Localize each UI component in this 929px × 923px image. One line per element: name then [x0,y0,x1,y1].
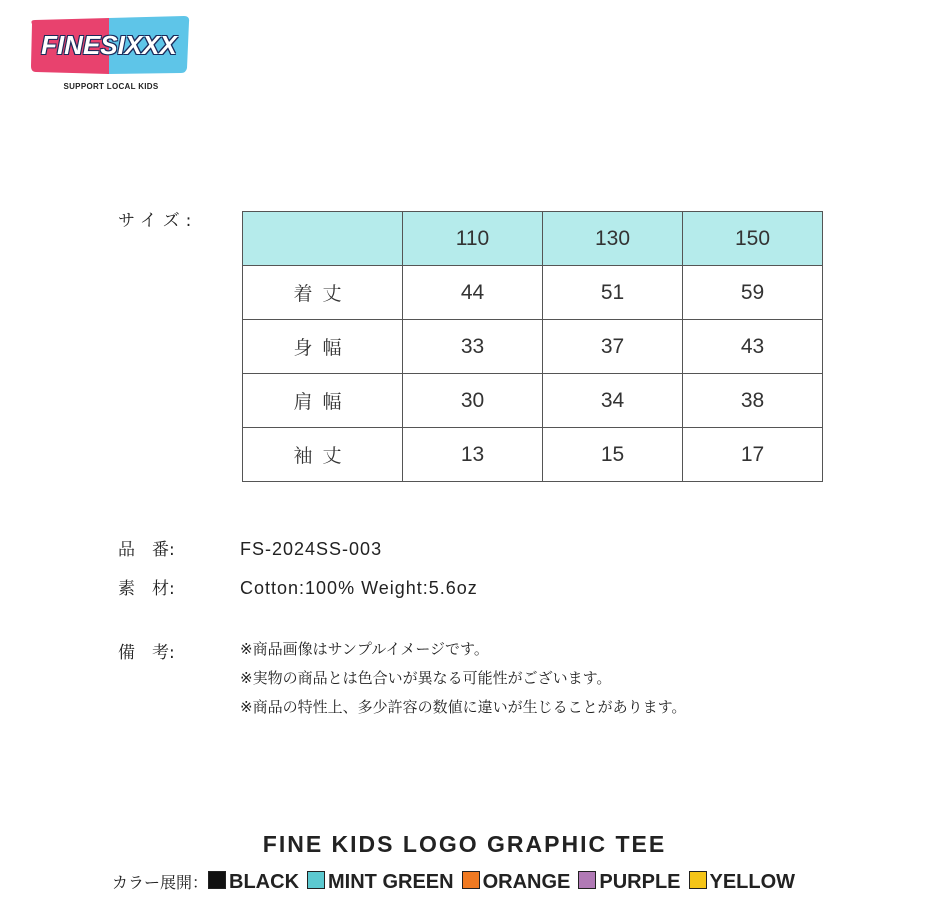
spec-product-no [118,535,382,560]
spec-value: FS-2024SS-003 [240,539,383,559]
color-name: PURPLE [599,871,681,893]
colors-label: カラー展開： [112,873,209,892]
logo-tagline: SUPPORT LOCAL KIDS [63,82,159,91]
logo-text: FINESIXXX [41,30,177,60]
table-cell: 51 [543,266,683,320]
table-cell: 44 [403,266,543,320]
row-label: 袖丈 [243,428,403,482]
table-cell: 38 [683,374,823,428]
color-option [689,871,796,894]
brand-logo [26,16,196,96]
color-swatch [689,871,707,889]
table-row [243,374,823,428]
row-label: 着丈 [243,266,403,320]
color-option [307,871,454,894]
size-table [242,211,823,482]
row-label: 肩幅 [243,374,403,428]
color-name: BLACK [229,871,300,893]
table-row [243,428,823,482]
color-swatch [462,871,480,889]
table-cell: 59 [683,266,823,320]
size-header-corner [243,212,403,266]
color-name: ORANGE [482,871,571,893]
table-cell: 43 [683,320,823,374]
color-swatch [307,871,325,889]
size-header-cell: 110 [403,212,543,266]
note-line: ※商品画像はサンプルイメージです。 [240,640,489,658]
size-header-row [243,212,823,266]
table-cell: 34 [543,374,683,428]
note-line: ※実物の商品とは色合いが異なる可能性がございます。 [240,669,612,687]
spec-label: 品 番: [118,540,175,560]
table-cell: 15 [543,428,683,482]
spec-material [118,574,478,599]
color-swatch [208,871,226,889]
color-swatch [578,871,596,889]
table-cell: 13 [403,428,543,482]
table-cell: 17 [683,428,823,482]
table-row [243,320,823,374]
table-cell: 33 [403,320,543,374]
table-row [243,266,823,320]
color-name: MINT GREEN [328,871,454,893]
size-header-cell: 150 [683,212,823,266]
product-title: FINE KIDS LOGO GRAPHIC TEE [262,831,667,857]
table-cell: 30 [403,374,543,428]
row-label: 身幅 [243,320,403,374]
size-header-cell: 130 [543,212,683,266]
notes-label: 備 考: [118,643,175,663]
color-option [208,871,299,894]
spec-label: 素 材: [118,579,175,599]
color-option [578,871,680,894]
color-name: YELLOW [709,871,796,893]
table-cell: 37 [543,320,683,374]
size-label: サイズ: [118,211,198,231]
color-option [462,871,571,894]
spec-value: Cotton:100% Weight:5.6oz [240,578,478,598]
color-options [112,870,803,894]
note-line: ※商品の特性上、多少許容の数値に違いが生じることがあります。 [240,698,687,716]
